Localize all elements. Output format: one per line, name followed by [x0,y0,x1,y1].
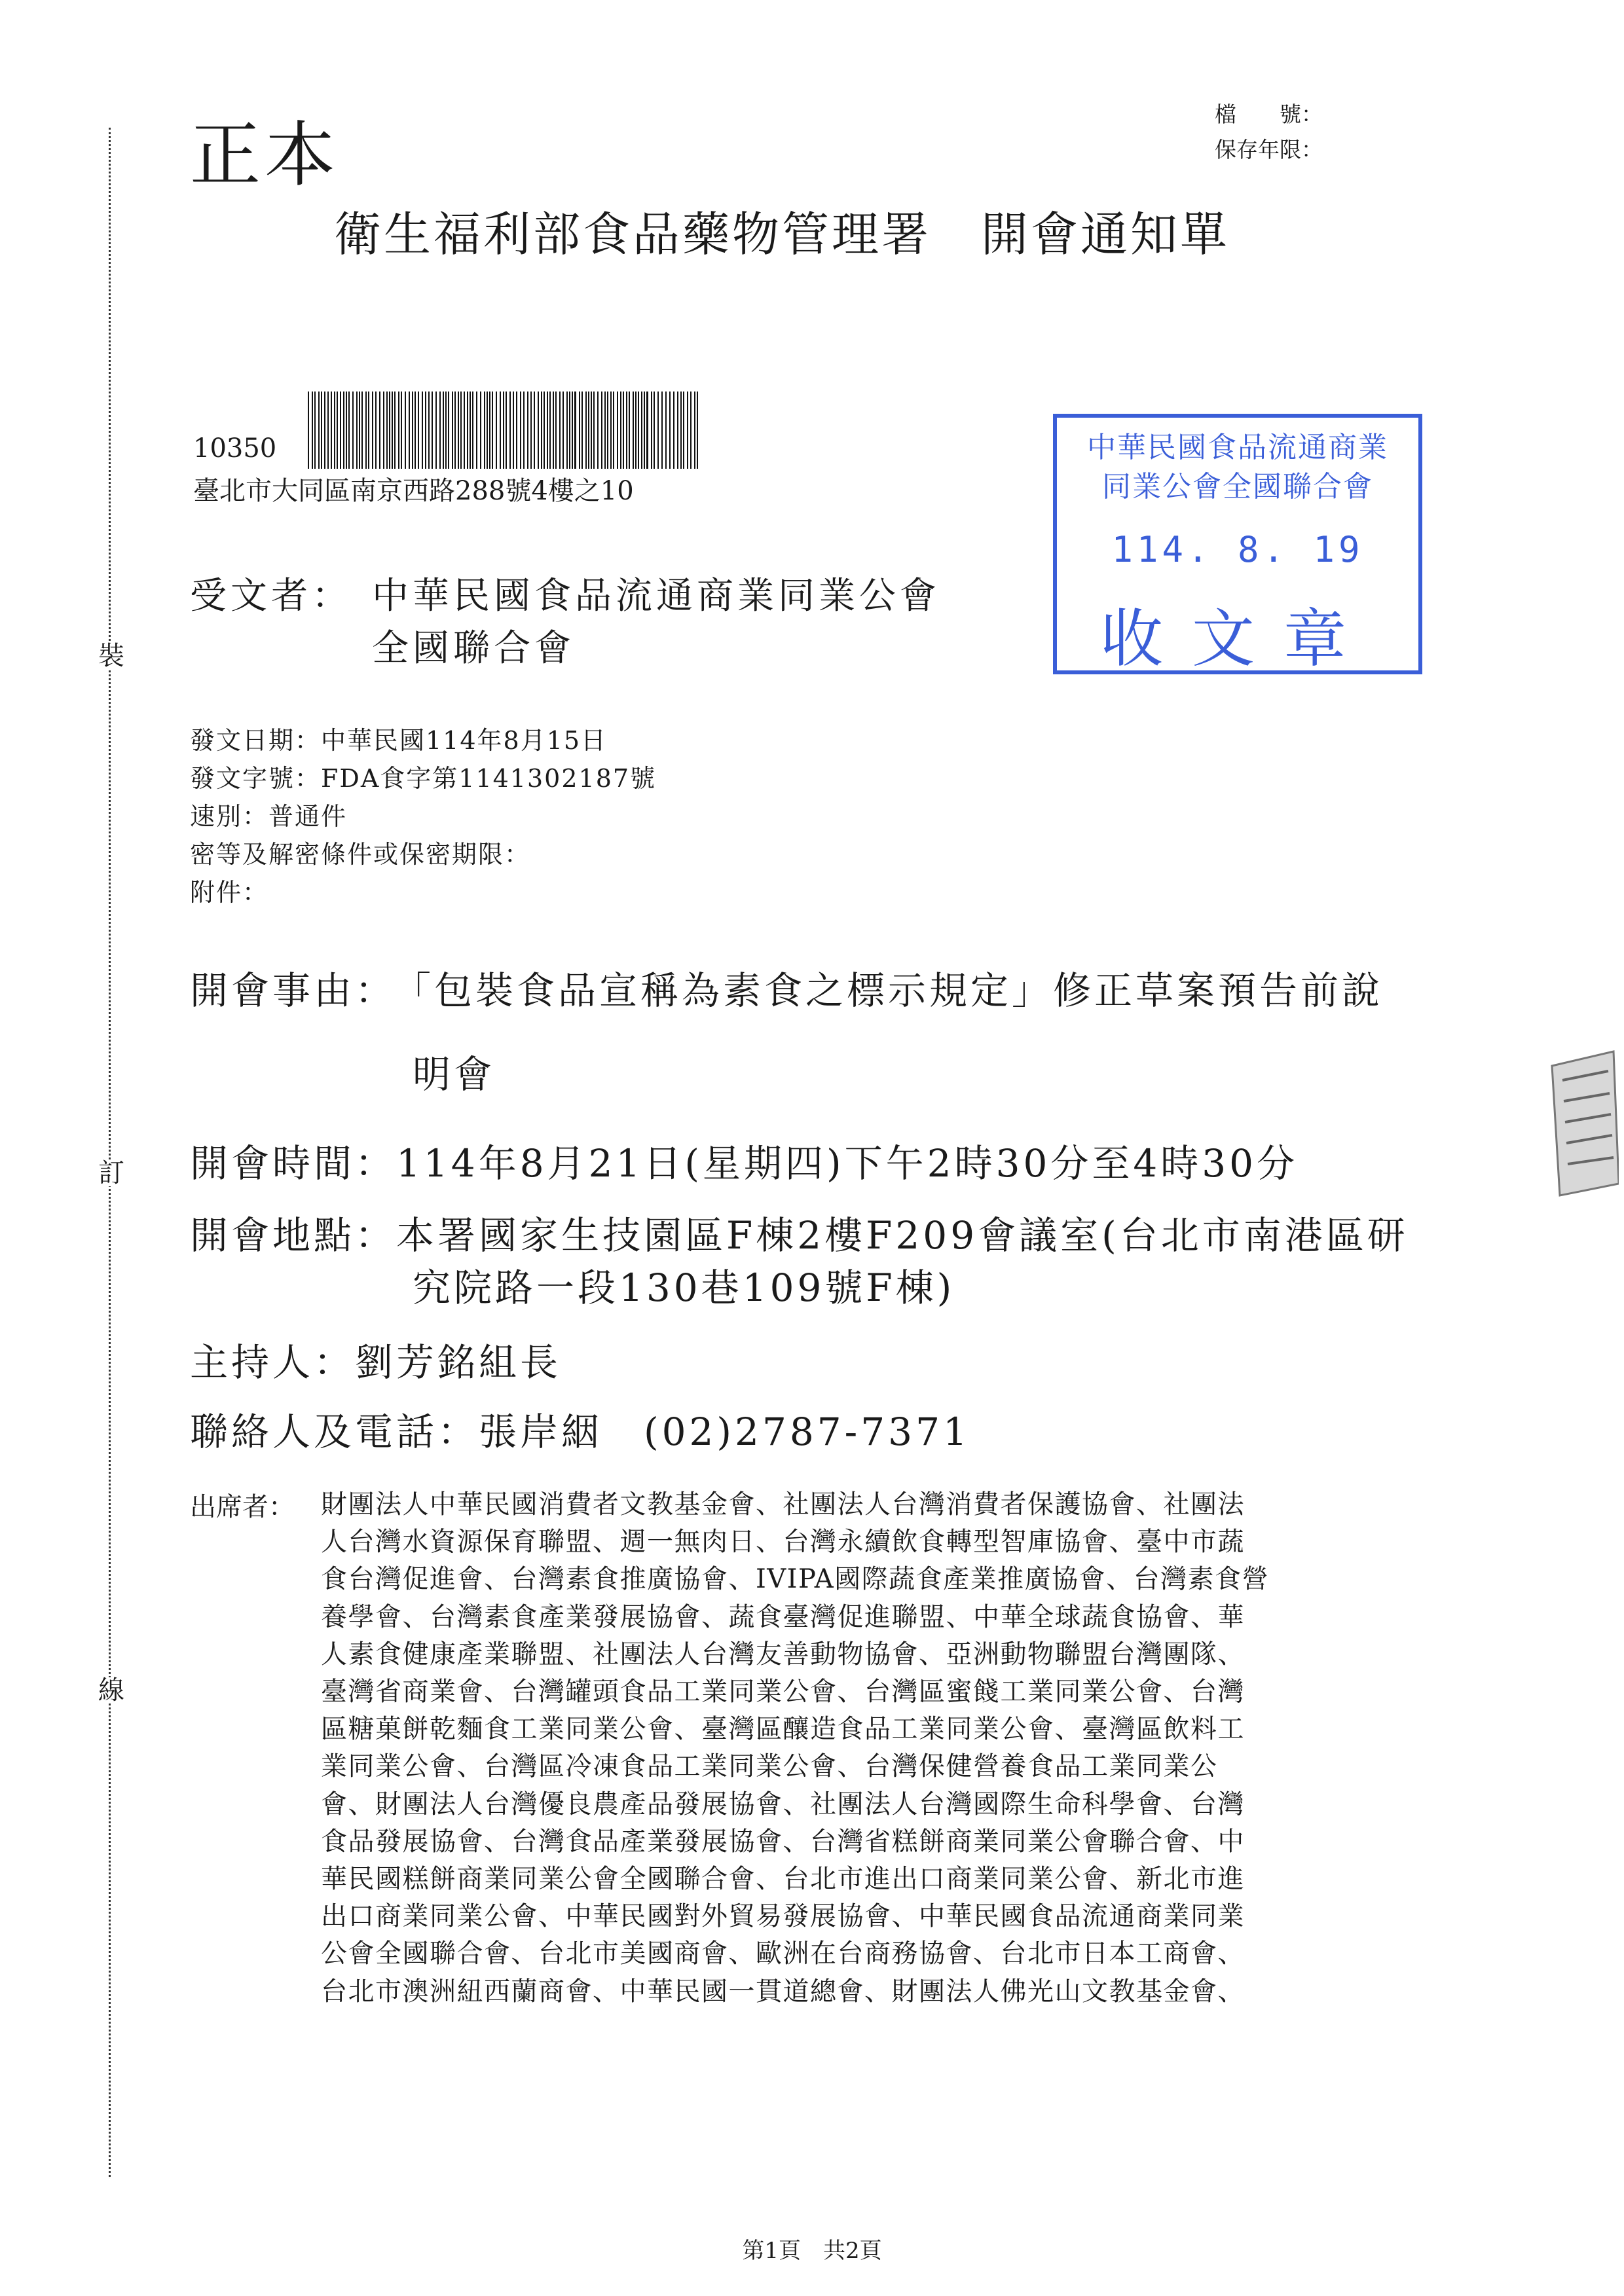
recipient-line2: 全國聯合會 [372,627,575,670]
attendee-line: 人台灣水資源保育聯盟、週一無肉日、台灣永續飲食轉型智庫協會、臺中市蔬 [321,1527,1245,1558]
retention-period-label: 保存年限： [1215,137,1323,162]
file-meta [1215,97,1323,168]
meeting-reason-line1: 「包裝食品宣稱為素食之標示規定」修正草案預告前說 [393,968,1384,1013]
attendee-line: 台北市澳洲紐西蘭商會、中華民國一貫道總會、財團法人佛光山文教基金會、 [321,1976,1245,2007]
attendee-line: 會、財團法人台灣優良農產品發展協會、社團法人台灣國際生命科學會、台灣 [321,1789,1245,1819]
issue-secrecy: 密等及解密條件或保密期限： [190,840,531,869]
document-title: 衛生福利部食品藥物管理署 開會通知單 [334,207,1230,262]
recipient-line1: 中華民國食品流通商業同業公會 [372,575,940,617]
attendee-line: 養學會、台灣素食產業發展協會、蔬食臺灣促進聯盟、中華全球蔬食協會、華 [321,1601,1245,1632]
stamp-date: 114. 8. 19 [1111,529,1364,570]
file-number-label: 檔 號： [1215,101,1323,127]
binding-mark-middle: 訂 [98,1158,124,1188]
attendee-line: 食品發展協會、台灣食品產業發展協會、台灣省糕餅商業同業公會聯合會、中 [321,1826,1245,1857]
attendee-line: 出口商業同業公會、中華民國對外貿易發展協會、中華民國食品流通商業同業 [321,1901,1245,1932]
binding-mark-top: 裝 [98,641,124,671]
attendee-line: 區糖菓餅乾麵食工業同業公會、臺灣區釀造食品工業同業公會、臺灣區飲料工 [321,1714,1245,1745]
issue-number: 發文字號：FDA食字第1141302187號 [190,764,657,793]
partial-stamp-image [1540,1046,1619,1197]
meeting-time: 開會時間：114年8月21日(星期四)下午2時30分至4時30分 [190,1141,1299,1186]
issue-attachment: 附件： [190,878,269,907]
attendee-line: 業同業公會、台灣區冷凍食品工業同業公會、台灣保健營養食品工業同業公 [321,1751,1218,1782]
received-stamp [1053,414,1422,674]
meeting-place-line2: 究院路一段130巷109號F棟) [413,1266,955,1310]
attendees-list [321,1486,1473,2011]
stamp-org-line1: 中華民國食品流通商業 [1087,431,1388,464]
binding-line [109,128,111,2177]
attendee-line: 食台灣促進會、台灣素食推廣協會、IVIPA國際蔬食產業推廣協會、台灣素食營 [321,1564,1270,1595]
attendee-line: 公會全國聯合會、台北市美國商會、歐洲在台商務協會、台北市日本工商會、 [321,1939,1245,1969]
stamp-org-line2: 同業公會全國聯合會 [1102,470,1373,503]
page-number: 第1頁 共2頁 [742,2238,882,2264]
meeting-contact: 聯絡人及電話：張岸絪 (02)2787-7371 [190,1410,970,1454]
issue-speed: 速別：普通件 [190,802,348,831]
stamp-org [1061,428,1414,507]
sender-address: 臺北市大同區南京西路288號4樓之10 [193,476,634,506]
binding-mark-bottom: 線 [98,1675,124,1705]
stamp-label: 收文章 [1100,602,1375,676]
meeting-reason-label: 開會事由： [190,968,397,1013]
meeting-place-line1: 開會地點：本署國家生技園區F棟2樓F209會議室(台北市南港區研 [190,1213,1409,1258]
attendee-line: 臺灣省商業會、台灣罐頭食品工業同業公會、台灣區蜜餞工業同業公會、台灣 [321,1677,1245,1707]
issue-date: 發文日期：中華民國114年8月15日 [190,726,608,755]
sender-zip: 10350 [193,433,277,464]
meeting-host: 主持人：劉芳銘組長 [190,1340,562,1385]
document-type: 正本 [190,115,340,196]
attendee-line: 華民國糕餅商業同業公會全國聯合會、台北市進出口商業同業公會、新北市進 [321,1864,1245,1895]
meeting-reason-line2: 明會 [413,1052,496,1097]
attendee-line: 人素食健康產業聯盟、社團法人台灣友善動物協會、亞洲動物聯盟台灣團隊、 [321,1639,1245,1669]
attendee-line: 財團法人中華民國消費者文教基金會、社團法人台灣消費者保護協會、社團法 [321,1489,1245,1520]
recipient-label: 受文者： [190,575,352,617]
attendees-label: 出席者： [190,1492,295,1522]
barcode [308,392,701,469]
